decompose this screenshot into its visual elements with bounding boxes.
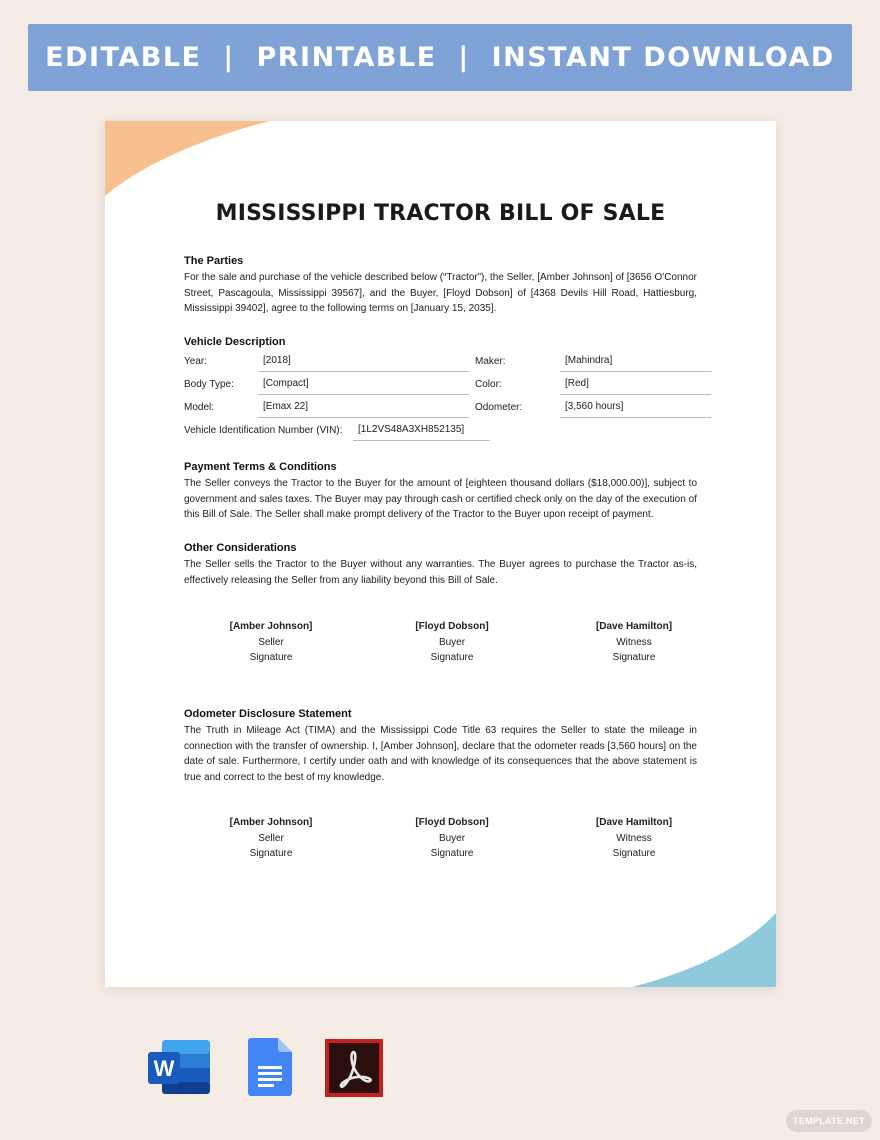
model-label: Model: [184,402,215,413]
template-net-badge[interactable] [786,1110,872,1132]
signature-line: Signature [430,848,474,860]
payment-text: The Seller conveys the Tractor to the Buyer for the amount of [eighteen thousand dollars ($18,000.00)], subject to government and sales taxes. The Buyer may pay through cash or certified check only on the day of the execution of this Bill of Sale. The Seller shall make prompt delivery of the Tractor to the Buyer upon receipt of payment. [184,478,697,521]
signature-block-witness [559,619,709,666]
signer-name: [Amber Johnson] [229,817,313,828]
signature-block-witness [559,815,709,862]
signature-block-buyer [377,619,527,666]
maker-field[interactable]: [Mahindra] [560,351,711,372]
signer-name: [Floyd Dobson] [415,621,489,632]
signer-name: [Dave Hamilton] [595,621,673,632]
vin-field[interactable]: [1L2VS48A3XH852135] [353,420,490,441]
document-page [105,121,776,987]
model-field[interactable]: [Emax 22] [258,397,469,418]
signer-role: Witness [616,636,652,648]
document-title: MISSISSIPPI TRACTOR BILL OF SALE [215,201,666,226]
maker-label: Maker: [475,356,506,367]
signature-block-buyer [377,815,527,862]
signature-block-seller [196,619,346,666]
signer-name: [Floyd Dobson] [415,817,489,828]
signer-role: Buyer [438,636,466,648]
brand-label: TEMPLATE.NET [793,1116,865,1126]
word-letter: W [153,1056,175,1081]
other-heading: Other Considerations [184,542,297,554]
signer-role: Witness [616,832,652,844]
vin-label: Vehicle Identification Number (VIN): [184,425,343,436]
odometer-field[interactable]: [3,560 hours] [560,397,711,418]
signer-name: [Dave Hamilton] [595,817,673,828]
signature-line: Signature [249,652,293,664]
payment-heading: Payment Terms & Conditions [184,461,337,473]
year-label: Year: [184,356,207,367]
google-docs-icon[interactable] [248,1038,292,1096]
body-type-field[interactable]: [Compact] [258,374,469,395]
adobe-acrobat-pdf-icon[interactable] [325,1039,383,1097]
body-type-label: Body Type: [184,379,234,390]
parties-heading: The Parties [184,255,244,267]
odometer-label: Odometer: [475,402,523,413]
signer-role: Seller [258,832,284,844]
year-field[interactable]: [2018] [258,351,469,372]
odometer-disclosure-text: The Truth in Mileage Act (TIMA) and the Mississippi Code Title 63 requires the Seller to state the mileage in connection with the transfer of ownership. I, [Amber Johnson], declare that the odometer reads [3,560 hours] on the date of sale. Furthermore, I certify under oath and with knowledge of its consequences that the above statement is true and correct to the best of my knowledge. [184,725,697,783]
microsoft-word-icon[interactable] [146,1038,212,1096]
signature-block-seller [196,815,346,862]
color-label: Color: [475,379,502,390]
signer-role: Buyer [438,832,466,844]
vehicle-heading: Vehicle Description [184,336,286,348]
signer-name: [Amber Johnson] [229,621,313,632]
odometer-disclosure-heading: Odometer Disclosure Statement [184,708,352,720]
promo-banner [28,24,852,91]
color-field[interactable]: [Red] [560,374,711,395]
signature-line: Signature [430,652,474,664]
signature-line: Signature [612,652,656,664]
promo-banner-text: EDITABLE | PRINTABLE | INSTANT DOWNLOAD [45,42,835,73]
parties-text: For the sale and purchase of the vehicle described below (“Tractor”), the Seller, [Amber Johnson] of [3656 O'Connor Street, Pascagoula, Mississippi 39567], and the Buyer, [Floyd Dobson] of [4368 Devils Hill Road, Hattiesburg, Mississippi 39402], agree to the following terms on [January 15, 2035]. [184,272,697,315]
other-text: The Seller sells the Tractor to the Buyer without any warranties. The Buyer agrees to purchase the Tractor as-is, effectively releasing the Seller from any liability beyond this Bill of Sale. [184,559,697,586]
signature-line: Signature [612,848,656,860]
signature-line: Signature [249,848,293,860]
signer-role: Seller [258,636,284,648]
